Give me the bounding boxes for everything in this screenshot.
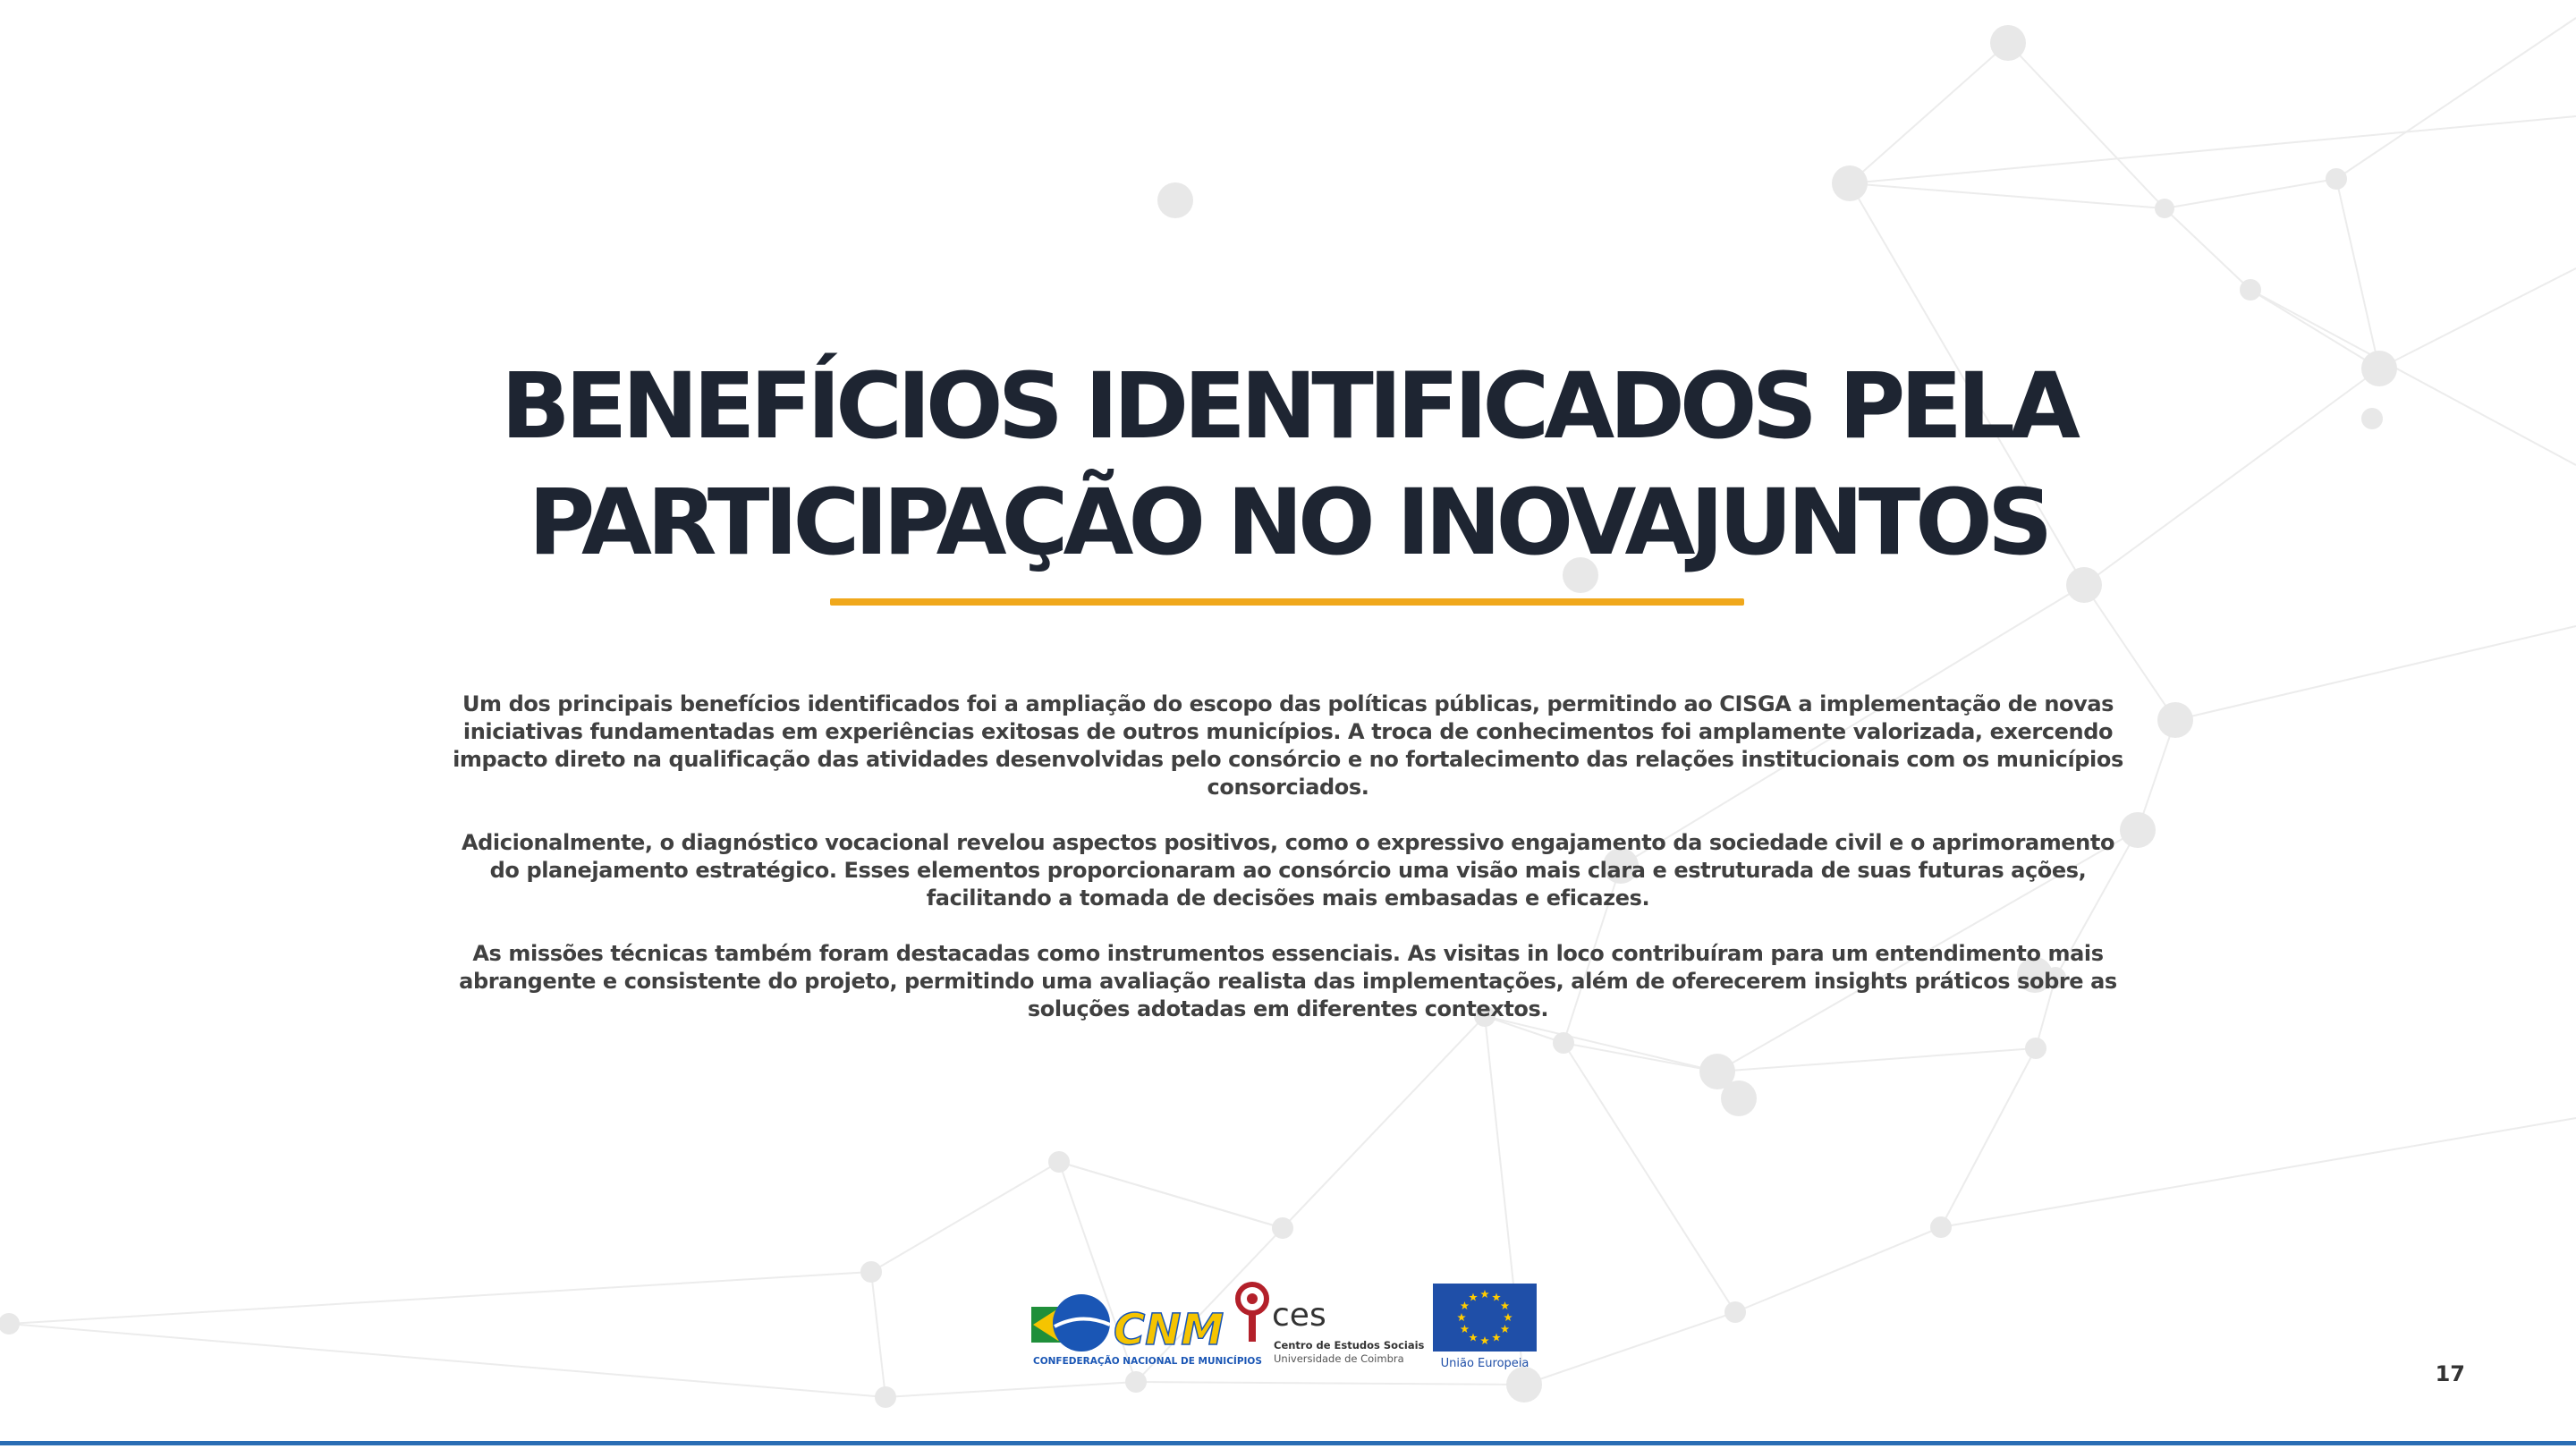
svg-text:CONFEDERAÇÃO NACIONAL DE MUNIC: CONFEDERAÇÃO NACIONAL DE MUNICÍPIOS [1033, 1356, 1262, 1367]
slide-title [394, 349, 2182, 581]
svg-text:CNM: CNM [1114, 1305, 1224, 1355]
paragraph-missions: As missões técnicas também foram destacadas como instrumentos essenciais. As visitas in loco contribuíram para um entendimento mais abrangente e consistente do projeto, permitindo uma avaliação realista das implementações, além de oferecerem insights práticos sobre as soluções adotadas em diferentes contextos. [459, 941, 2117, 1021]
paragraph-diagnostic: Adicionalmente, o diagnóstico vocacional revelou aspectos positivos, como o expressivo engajamento da sociedade civil e o aprimoramento do planejamento estratégico. Esses elementos proporcionaram ao consórcio uma visão mais clara e estruturada de suas futuras ações, facilitando a tomada de decisões mais embasadas e eficazes. [461, 830, 2115, 911]
title-underline [830, 598, 1744, 606]
svg-text:Centro de Estudos Sociais: Centro de Estudos Sociais [1274, 1339, 1425, 1352]
partner-logos [1029, 1275, 1547, 1373]
svg-text:ces: ces [1272, 1297, 1326, 1334]
slide-title-line-1: BENEFÍCIOS IDENTIFICADOS PELA [501, 353, 2075, 460]
slide-title-line-2: PARTICIPAÇÃO NO INOVAJUNTOS [528, 470, 2048, 576]
body-text [444, 691, 2132, 1051]
cnm-logo [1031, 1292, 1262, 1373]
eu-flag-logo [1431, 1282, 1538, 1371]
page-number: 17 [2435, 1361, 2465, 1386]
svg-text:União Europeia: União Europeia [1440, 1357, 1530, 1370]
svg-text:Universidade de Coimbra: Universidade de Coimbra [1274, 1352, 1404, 1365]
bottom-accent-bar [0, 1441, 2576, 1445]
ces-logo [1234, 1279, 1425, 1373]
paragraph-benefits: Um dos principais benefícios identificados foi a ampliação do escopo das políticas públicas, permitindo ao CISGA a implementação de novas iniciativas fundamentadas em experiências exitosas de outros municípios. A troca de conhecimentos foi amplamente valorizada, exercendo impacto direto na qualificação das atividades desenvolvidas pelo consórcio e no fortalecimento das relações institucionais com os municípios consorciados. [453, 691, 2123, 800]
